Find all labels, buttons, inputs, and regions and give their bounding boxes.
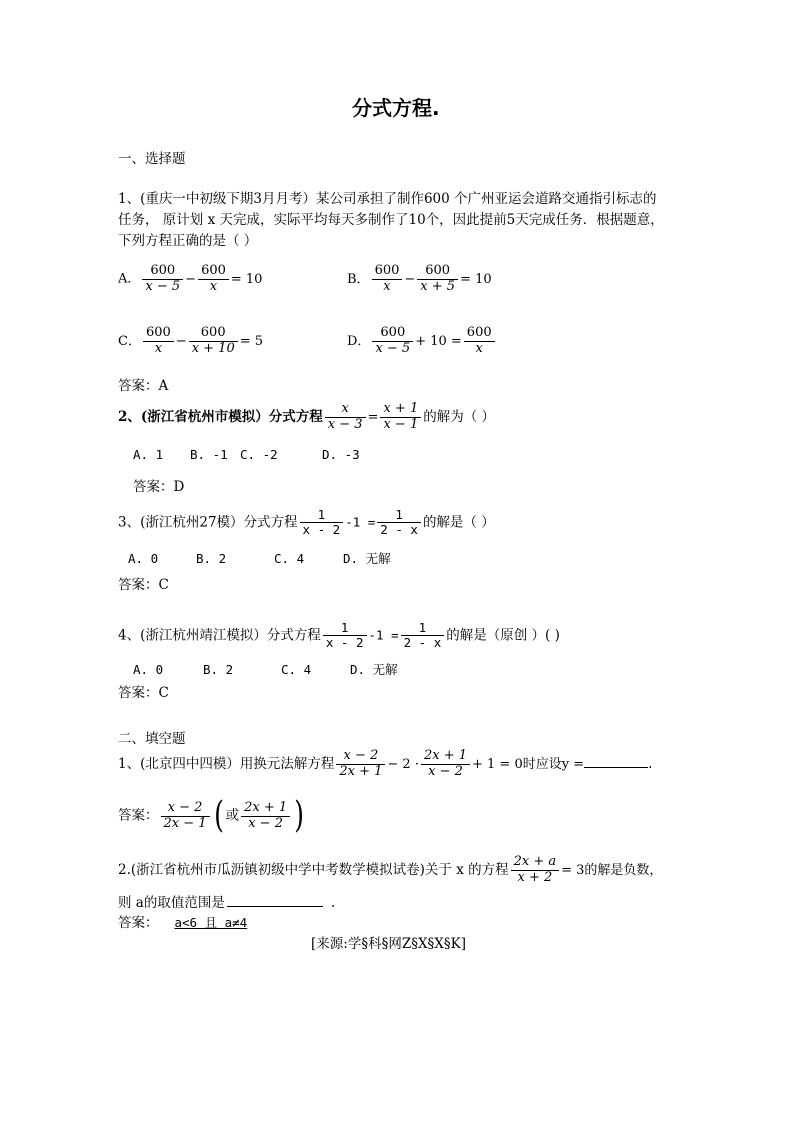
source-note: [来源:学§科§网Z§X§X§K] bbox=[311, 936, 467, 952]
q4-answer: 答案：C bbox=[118, 685, 169, 701]
q4-option-d: D. 无解 bbox=[350, 662, 398, 677]
q1-option-a: A． $\frac{600}{x - 5}$ − $\frac{600}{x}$ = 10 bbox=[118, 263, 263, 294]
f1-answer-blank[interactable] bbox=[584, 755, 648, 768]
q1-line1: 1、(重庆一中初级下期3月月考）某公司承担了制作600 个广州亚运会道路交通指引标志的 bbox=[118, 191, 657, 207]
f2-line2: 则 a的取值范围是 . bbox=[118, 895, 336, 911]
section-heading-choice: 一、选择题 bbox=[118, 151, 186, 167]
q4-option-a: A. 0 bbox=[133, 662, 164, 677]
q4-stem: 4、(浙江杭州靖江模拟）分式方程 $\frac{1}{x - 2}$ -1 = $\frac{1}{2 - x}$ 的解是（原创 ）( ) bbox=[118, 620, 560, 651]
page-title: 分式方程. bbox=[352, 96, 440, 120]
q3-option-c: C. 4 bbox=[274, 551, 305, 566]
f2-answer-blank[interactable] bbox=[227, 894, 323, 907]
q1-option-c: C． $\frac{600}{x}$ − $\frac{600}{x + 10}$ = 5 bbox=[118, 325, 264, 356]
q3-stem: 3、(浙江杭州27模）分式方程 $\frac{1}{x - 2}$ -1 = $\frac{1}{2 - x}$ 的解是（ ） bbox=[118, 507, 495, 538]
q2-answer: 答案：D bbox=[133, 479, 185, 495]
f2-answer: 答案： a<6 且 a≠4 bbox=[118, 915, 248, 931]
q2-option-a: A. 1 bbox=[133, 447, 164, 462]
q1-option-d: D． $\frac{600}{x - 5}$ + 10 = $\frac{600}{x}$ bbox=[347, 326, 497, 357]
q4-option-c: C. 4 bbox=[281, 662, 312, 677]
q3-option-d: D. 无解 bbox=[343, 551, 391, 566]
q3-answer: 答案：C bbox=[118, 577, 169, 593]
f1-stem: 1、(北京四中四模）用换元法解方程 $\frac{x - 2}{2x + 1}$ − 2 · $\frac{2x + 1}{x - 2}$ + 1 = 0时应设y = . bbox=[118, 748, 653, 779]
q1-option-b: B． $\frac{600}{x}$ − $\frac{600}{x + 5}$ = 10 bbox=[347, 263, 492, 294]
section-heading-fill: 二、填空题 bbox=[118, 731, 186, 747]
q1-answer: 答案：A bbox=[118, 378, 169, 394]
q2-option-c: C. -2 bbox=[240, 447, 278, 462]
q4-option-b: B. 2 bbox=[203, 662, 234, 677]
q3-option-b: B. 2 bbox=[196, 551, 227, 566]
f2-stem: 2.(浙江省杭州市瓜沥镇初级中学中考数学模拟试卷)关于 x 的方程 $\frac{2x + a}{x + 2}$ = 3的解是负数， bbox=[118, 854, 663, 885]
f1-answer: 答案： $\frac{x - 2}{2x - 1}$ ( 或 $\frac{2x + 1}{x - 2}$ ) bbox=[118, 795, 305, 836]
q2-option-d: D. -3 bbox=[322, 447, 360, 462]
q2-stem: 2、(浙江省杭州市模拟）分式方程 $\frac{x}{x - 3}$ = $\frac{x + 1}{x - 1}$ 的解为（ ） bbox=[118, 401, 496, 432]
q3-option-a: A. 0 bbox=[128, 551, 159, 566]
q2-option-b: B. -1 bbox=[190, 447, 228, 462]
q1-line3: 下列方程正确的是（ ） bbox=[118, 233, 258, 249]
q1-line2: 任务， 原计划 x 天完成，实际平均每天多制作了10个，因此提前5天完成任务．根据题意， bbox=[118, 212, 664, 228]
